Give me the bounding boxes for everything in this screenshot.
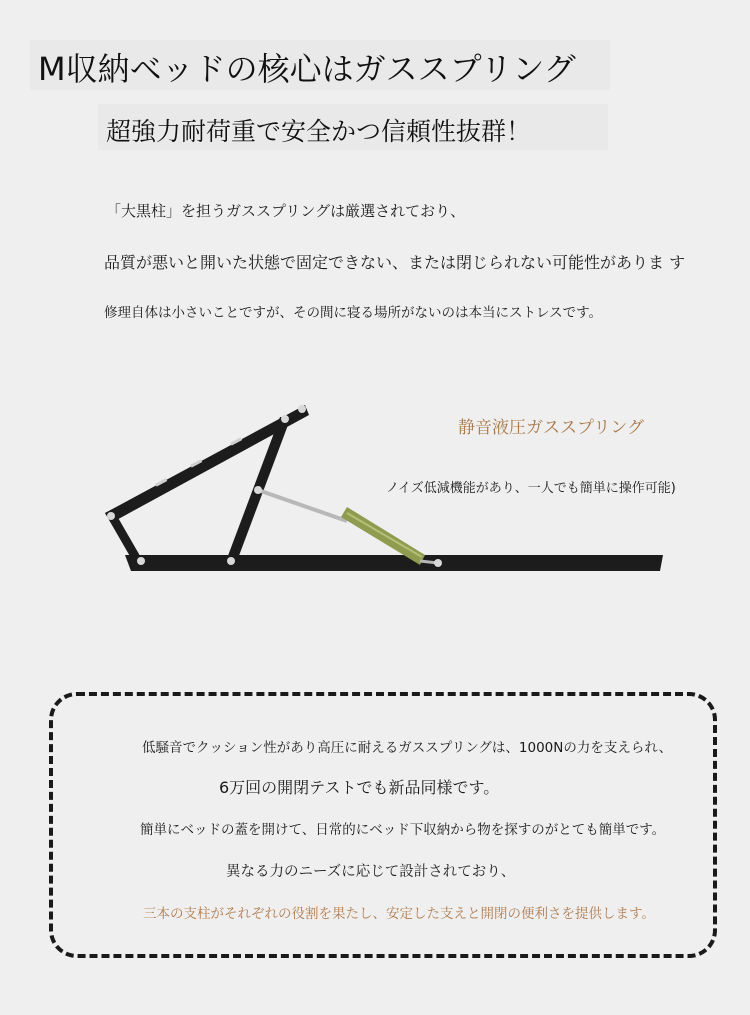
cylinder-highlight xyxy=(347,513,422,557)
base-rail xyxy=(125,555,663,571)
long-arm-rivet xyxy=(298,405,306,413)
gas-spring-rod xyxy=(258,490,347,521)
gas-spring-note: ノイズ低減機能があり、一人でも簡単に操作可能) xyxy=(386,481,676,496)
intro-text-3: 修理自体は小さいことですが、その間に寝る場所がないのは本当にストレスです。 xyxy=(104,305,603,321)
base-rivet xyxy=(227,557,235,565)
feature-text-3: 簡単にベッドの蓋を開けて、日常的にベッド下収納から物を探すのがとても簡単です。 xyxy=(140,822,666,838)
feature-text-1: 低騒音でクッション性があり高圧に耐えるガススプリングは、1000Nの力を支えられ、 xyxy=(142,740,673,756)
feature-text-2: 6万回の開閉テストでも新品同様です。 xyxy=(219,778,500,797)
long-arm-rivet xyxy=(281,415,289,423)
intro-text-1: 「大黒柱」を担うガススプリングは厳選されており、 xyxy=(106,202,466,220)
feature-text-5: 三本の支柱がそれぞれの役割を果たし、安定した支えと開閉の便利さを提供します。 xyxy=(143,906,655,922)
intro-text-2: 品質が悪いと開いた状態で固定できない、または閉じられない可能性がありま す xyxy=(104,253,686,272)
base-rivet xyxy=(137,557,145,565)
page-subtitle: 超強力耐荷重で安全かつ信頼性抜群！ xyxy=(106,117,532,146)
feature-text-4: 異なる力のニーズに応じて設計されており、 xyxy=(226,864,516,880)
page-title: M収納ベッドの核心はガススプリング xyxy=(38,50,576,88)
long-arm-rivet xyxy=(107,512,115,520)
rod-mount xyxy=(254,486,262,494)
gas-spring-label: 静音液圧ガススプリング xyxy=(458,418,644,438)
cylinder-mount xyxy=(434,559,442,567)
